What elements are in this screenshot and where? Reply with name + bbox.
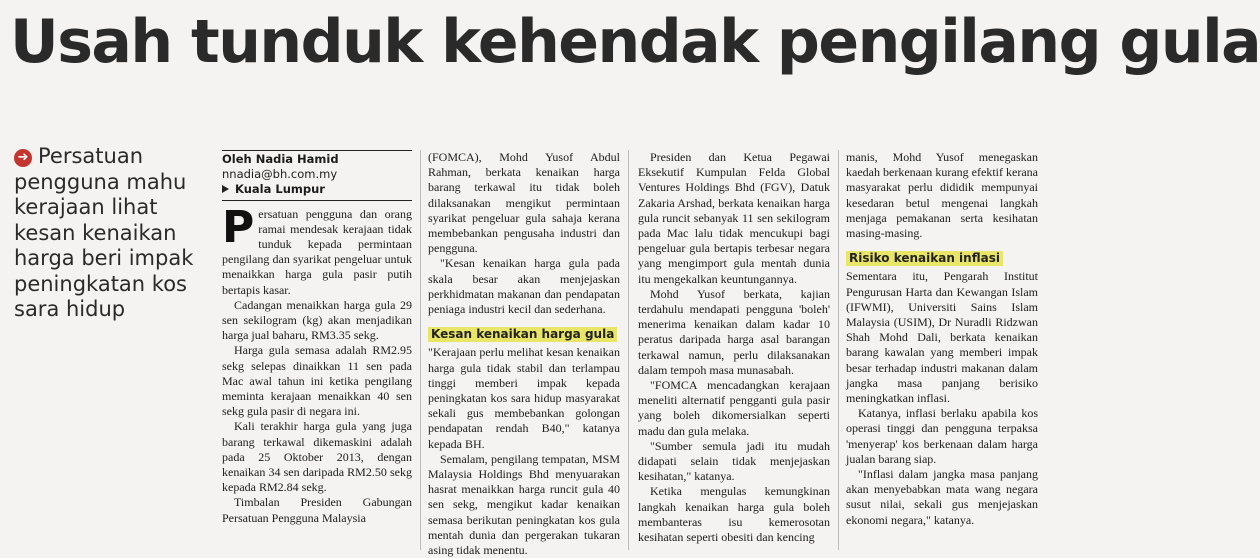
- paragraph: "FOMCA mencadangkan kerajaan meneliti alternatif pengganti gula pasir yang boleh dikomersialkan seperti madu dan gula melaka.: [638, 378, 830, 438]
- subheading: Kesan kenaikan harga gula: [428, 327, 617, 342]
- subheading: Risiko kenaikan inflasi: [846, 251, 1003, 266]
- paragraph: Sementara itu, Pengarah Institut Pengurusan Harta dan Kewangan Islam (IFWMI), Universiti Sains Islam Malaysia (USIM), Dr Nuradli Ridzwan Shah Mohd Dali, berkata kenaikan barang kawalan yang memberi impak besar terhadap industri makanan dalam jangka masa panjang berisiko meningkatkan inflasi.: [846, 269, 1038, 406]
- paragraph: "Kerajaan perlu melihat kesan kenaikan harga gula tidak stabil dan terlampau tinggi memberi impak kepada peningkatan kos sara hidup masyarakat sekali gus membebankan golongan pendapatan rendah B40," katanya kepada BH.: [428, 345, 620, 451]
- lead-text: Persatuan pengguna mahu kerajaan lihat kesan kenaikan harga beri impak peningkatan kos sara hidup: [14, 144, 194, 321]
- paragraph: Cadangan menaikkan harga gula 29 sen sekilogram (kg) akan menjadikan harga jual baharu, RM3.35 sekg.: [222, 297, 412, 343]
- lead-summary: [14, 144, 214, 323]
- dateline: [222, 182, 412, 200]
- paragraph: Ketika mengulas kemungkinan langkah kenaikan harga gula boleh membanteras isu kemerosotan kesihatan seperti obesiti dan kencing: [638, 484, 830, 545]
- column-3: [638, 150, 830, 545]
- column-divider: [420, 150, 421, 550]
- arrow-right-icon: ➜: [14, 149, 32, 167]
- paragraph: "Inflasi dalam jangka masa panjang akan menyebabkan mata wang negara susut nilai, sekali gus menjejaskan ekonomi negara," katanya.: [846, 467, 1038, 527]
- location: Kuala Lumpur: [235, 182, 325, 197]
- column-1: [222, 150, 412, 526]
- column-divider: [838, 150, 839, 550]
- paragraph: Persatuan pengguna dan orang ramai mendesak kerajaan tidak tunduk kepada permintaan pengilang dan syarikat pengeluar untuk menaikkan harga gula pasir putih bertapis kasar.: [222, 201, 412, 297]
- paragraph: Mohd Yusof berkata, kajian terdahulu mendapati pengguna 'boleh' menerima kenaikan dalam kadar 10 peratus daripada harga asal barangan terkawal namun, perlu dilaksanakan dalam tempoh masa munasabah.: [638, 286, 830, 377]
- byline: [222, 150, 412, 201]
- paragraph: Timbalan Presiden Gabungan Persatuan Pengguna Malaysia: [222, 495, 412, 525]
- dropcap: P: [222, 201, 255, 253]
- paragraph: manis, Mohd Yusof menegaskan kaedah berkenaan kurang efektif kerana masyarakat perlu dididik mempunyai kesedaran betul mengenai langkah menjaga pemakanan serta kesihatan masing-masing.: [846, 150, 1038, 241]
- author-name: Oleh Nadia Hamid: [222, 152, 339, 166]
- paragraph: Kali terakhir harga gula yang juga barang terkawal dikemaskini adalah pada 25 Oktober 2013, dengan kenaikan 34 sen daripada RM2.50 sekg kepada RM2.84 sekg.: [222, 419, 412, 495]
- column-4: [846, 150, 1038, 528]
- paragraph: Harga gula semasa adalah RM2.95 sekg selepas dinaikkan 11 sen pada Mac awal tahun ini ketika pengilang meminta kerajaan menaikkan 40 sen sekg gula pasir di negara ini.: [222, 343, 412, 419]
- paragraph: "Kesan kenaikan harga gula pada skala besar akan menjejaskan perkhidmatan makanan dan pendapatan peniaga industri kecil dan sederhana.: [428, 256, 620, 317]
- column-divider: [628, 150, 629, 550]
- paragraph: Semalam, pengilang tempatan, MSM Malaysia Holdings Bhd menyuarakan hasrat menaikkan harga runcit gula 40 sen sekg, mengikut kadar kenaikan semasa berikutan peningkatan kos gula mentah dunia dan pergerakan tukaran asing tidak menentu.: [428, 451, 620, 558]
- paragraph: "Sumber semula jadi itu mudah didapati selain tidak menjejaskan kesihatan," katanya.: [638, 438, 830, 484]
- author-email[interactable]: nnadia@bh.com.my: [222, 167, 338, 182]
- paragraph: Presiden dan Ketua Pegawai Eksekutif Kumpulan Felda Global Ventures Holdings Bhd (FGV), Datuk Zakaria Arshad, berkata kenaikan harga gula runcit sebanyak 11 sen sekilogram pada Mac lalu tidak mencukupi bagi pengeluar gula bertapis terbesar negara yang mengimport gula mentah dunia itu mengekalkan keuntungannya.: [638, 150, 830, 286]
- paragraph: (FOMCA), Mohd Yusof Abdul Rahman, berkata kenaikan harga barang terkawal itu tidak boleh dilaksanakan mengikut permintaan syarikat pengeluar gula sahaja kerana membebankan pengusaha industri dan pengguna.: [428, 150, 620, 256]
- flag-icon: [222, 185, 229, 193]
- column-2: [428, 150, 620, 558]
- paragraph: Katanya, inflasi berlaku apabila kos operasi tinggi dan pengguna terpaksa 'menyerap' kos berkenaan dalam harga jualan barang siap.: [846, 406, 1038, 466]
- headline: Usah tunduk kehendak pengilang gula: [10, 7, 1260, 77]
